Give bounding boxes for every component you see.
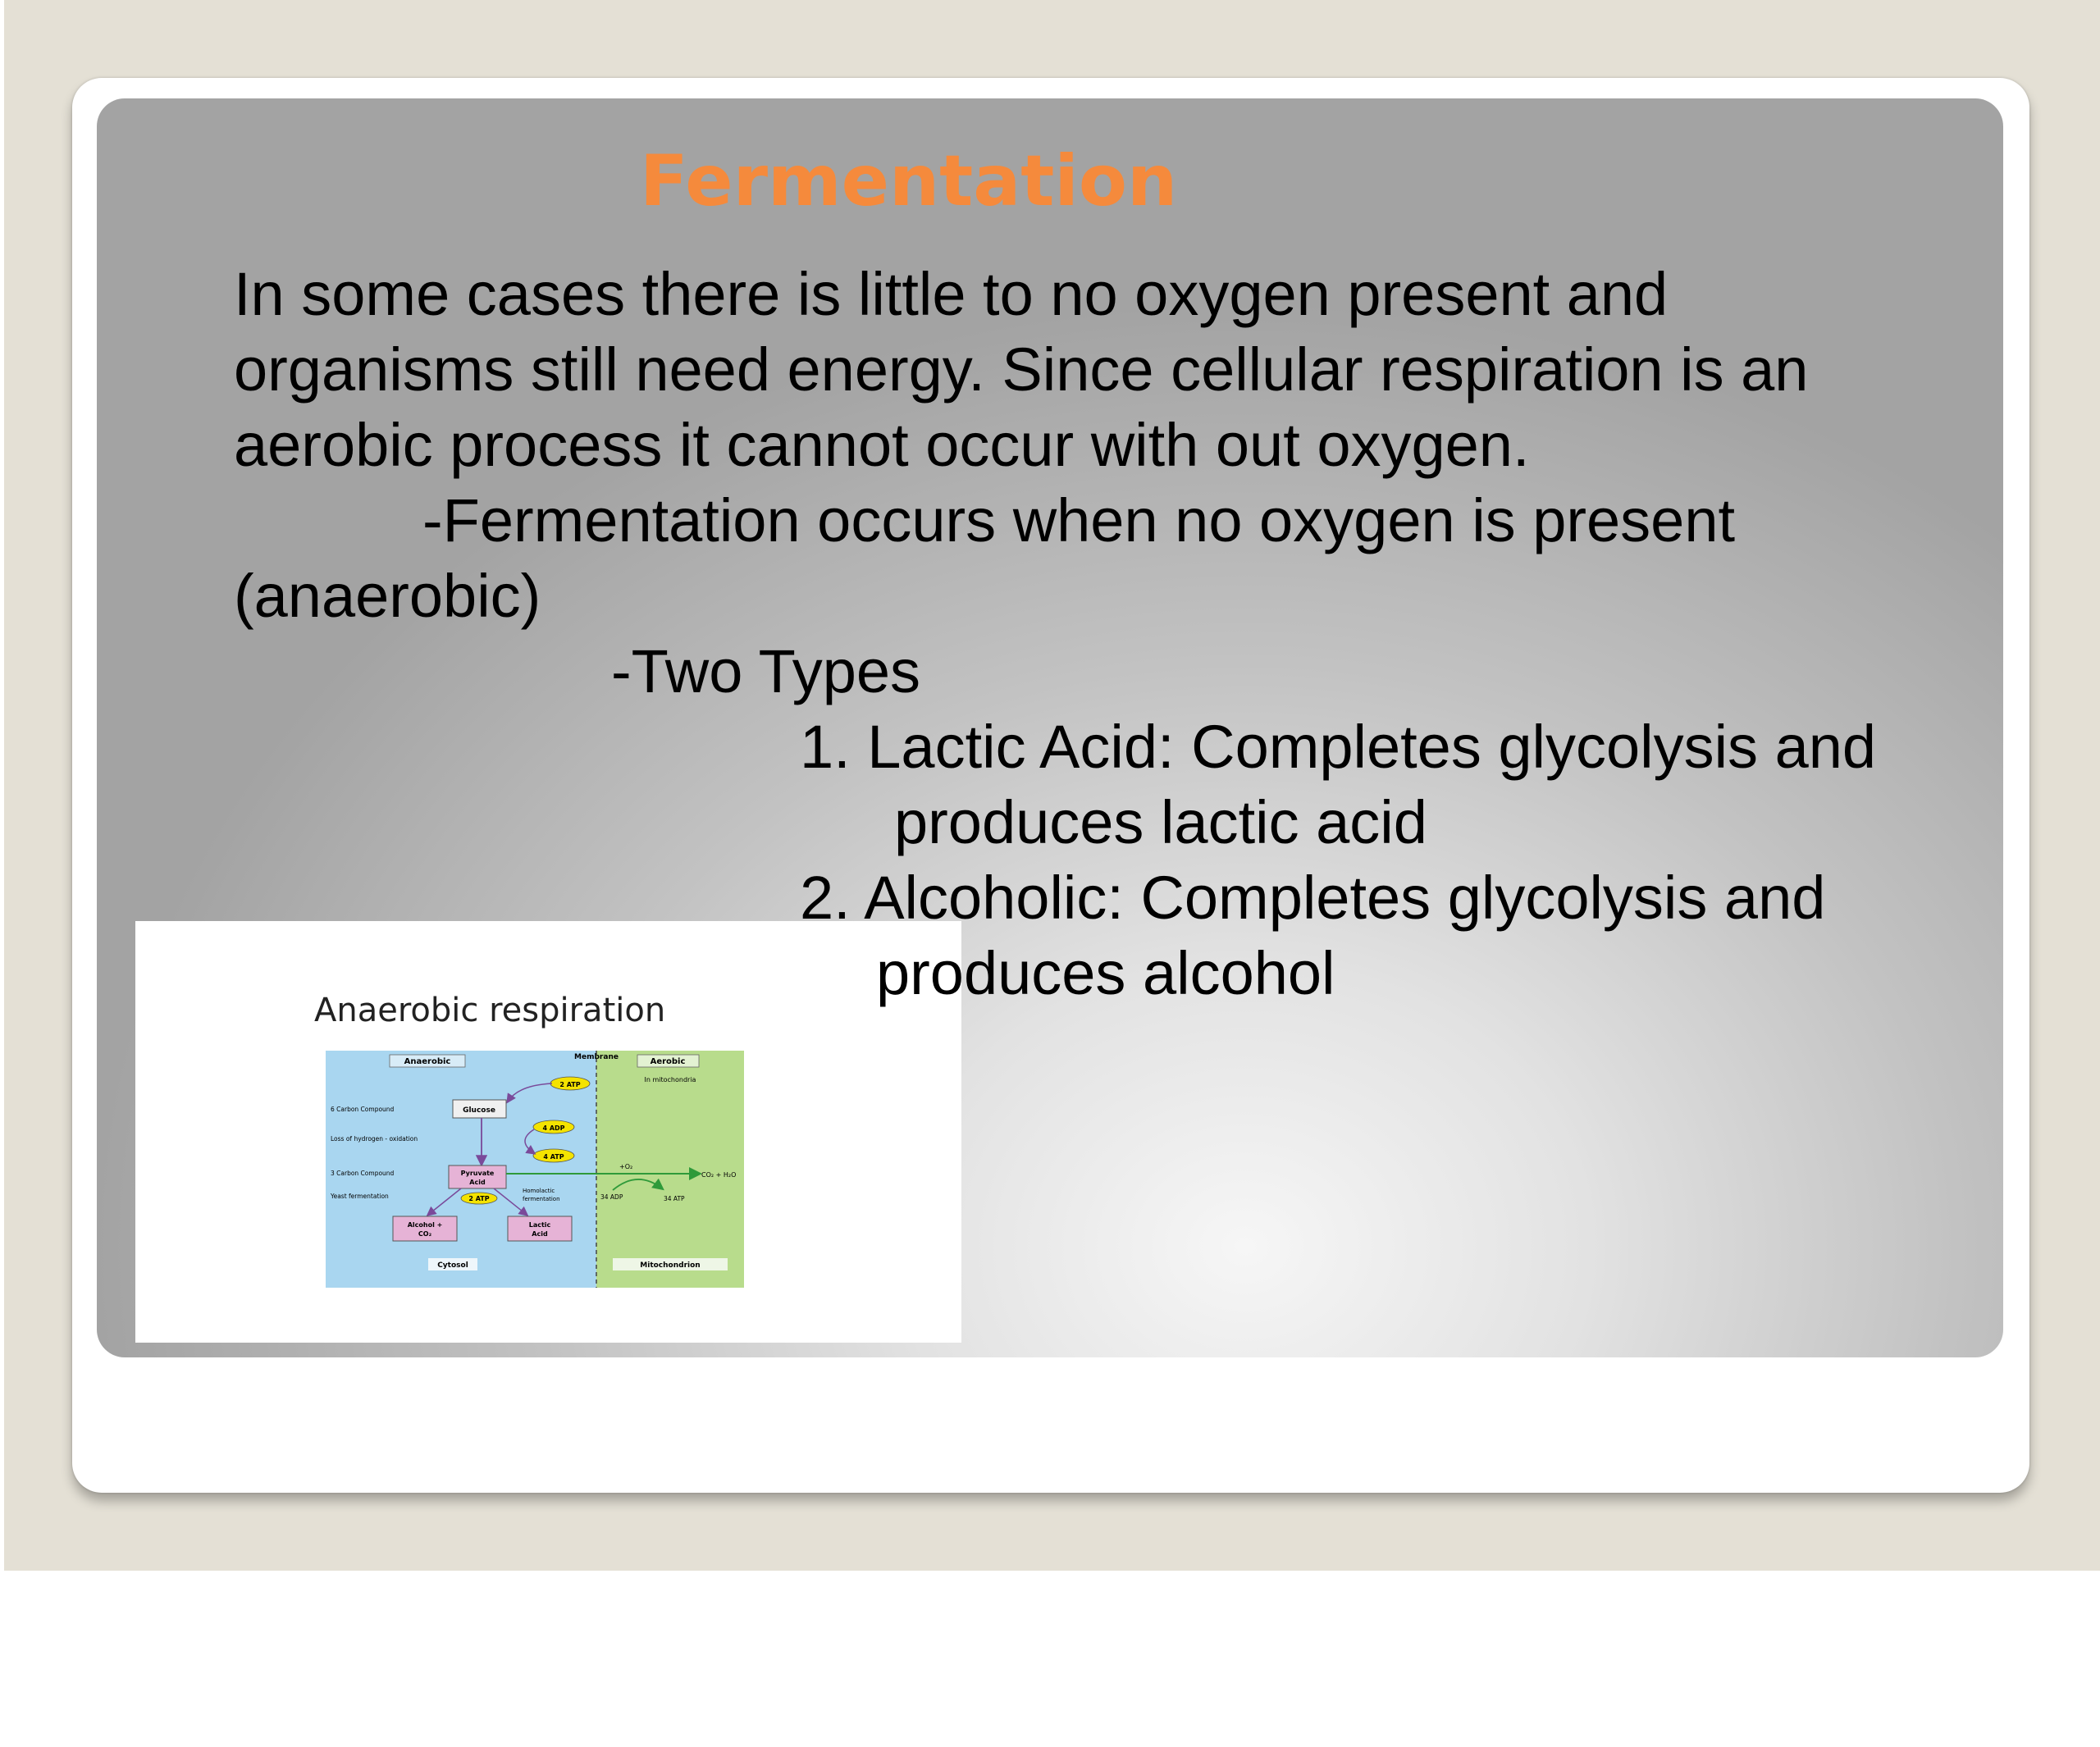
homolactic-label: Homolactic (523, 1188, 555, 1194)
diagram-text: CO₂ (418, 1230, 432, 1238)
row-yeast-label: Yeast fermentation (331, 1193, 389, 1200)
atp-4-badge: 4 ATP (543, 1153, 564, 1161)
mitochondria-region (596, 1051, 744, 1288)
slide-title: Fermentation (640, 140, 1178, 222)
anaerobic-respiration-diagram (326, 1051, 744, 1288)
row-6c-label: 6 Carbon Compound (331, 1106, 395, 1113)
paragraph-line-1: In some cases there is little to no oxygen present and (234, 260, 1669, 328)
atp-2b-badge: 2 ATP (468, 1195, 490, 1202)
o2-label: +O₂ (619, 1163, 633, 1170)
diagram-title: Anaerobic respiration (314, 992, 666, 1029)
diagram-text: Acid (469, 1179, 486, 1186)
row-loss-label: Loss of hydrogen - oxidation (331, 1135, 418, 1143)
adp-34-label: 34 ADP (600, 1193, 623, 1201)
diagram-text: fermentation (523, 1196, 560, 1202)
type-lactic-acid-continued: produces lactic acid (894, 788, 1427, 856)
atp-34-label: 34 ATP (664, 1195, 685, 1202)
paragraph-line-3: aerobic process it cannot occur with out oxygen. (234, 411, 1530, 479)
lactic-acid-box: Lactic (528, 1221, 551, 1229)
adp-4-badge: 4 ADP (542, 1124, 565, 1132)
glucose-box: Glucose (463, 1106, 495, 1115)
mitochondrion-label: Mitochondrion (640, 1261, 701, 1270)
bullet-fermentation: -Fermentation occurs when no oxygen is present (422, 486, 1736, 554)
bullet-fermentation-continued: (anaerobic) (234, 562, 541, 630)
co2-h2o-label: CO₂ + H₂O (701, 1171, 737, 1179)
cytosol-label: Cytosol (437, 1261, 468, 1270)
type-alcoholic-continued: produces alcohol (876, 939, 1335, 1007)
diagram-text: Acid (532, 1230, 548, 1238)
bullet-two-types: -Two Types (611, 637, 921, 705)
pyruvate-box: Pyruvate (460, 1170, 495, 1177)
row-3c-label: 3 Carbon Compound (331, 1170, 395, 1177)
paragraph-line-2: organisms still need energy. Since cellular respiration is an (234, 335, 1809, 404)
membrane-label: Membrane (574, 1053, 619, 1061)
atp-2-badge: 2 ATP (559, 1081, 581, 1088)
type-lactic-acid: 1. Lactic Acid: Completes glycolysis and (800, 713, 1877, 781)
in-mitochondria-label: In mitochondria (644, 1076, 696, 1083)
anaerobic-label: Anaerobic (404, 1057, 451, 1066)
aerobic-label: Aerobic (650, 1057, 686, 1066)
type-alcoholic: 2. Alcoholic: Completes glycolysis and (800, 864, 1826, 932)
alcohol-box: Alcohol + (407, 1221, 443, 1229)
